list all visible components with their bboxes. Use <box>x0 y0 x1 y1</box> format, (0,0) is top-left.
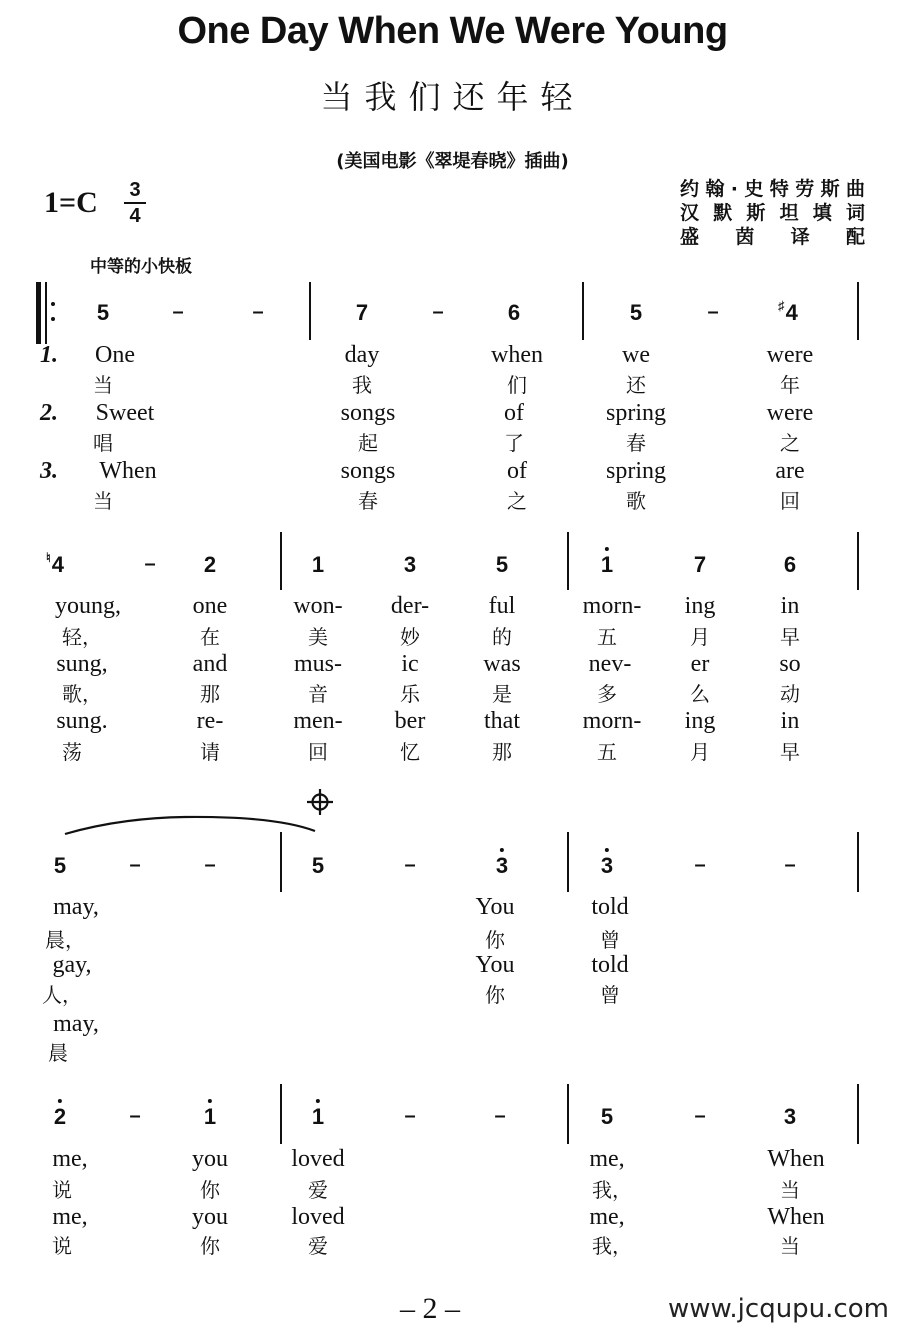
lyric-chinese: 曾 <box>600 928 620 952</box>
lyric-english: told <box>591 894 629 920</box>
lyric-chinese: 动 <box>780 682 800 706</box>
note-digit: 6 <box>783 552 797 577</box>
note <box>404 552 416 578</box>
lyric-chinese: 我， <box>592 1234 632 1258</box>
note-digit: – <box>252 301 264 323</box>
note <box>784 552 796 578</box>
barline <box>567 1084 569 1144</box>
sharp-icon: ♯ <box>778 298 785 313</box>
lyric-english: one <box>192 593 228 619</box>
note-digit: 4 <box>785 300 798 325</box>
lyric-chinese: 轻， <box>62 625 102 649</box>
note <box>204 1104 216 1130</box>
note-digit: – <box>129 1105 141 1127</box>
lyric-english: so <box>779 651 801 677</box>
note-digit: 6 <box>507 300 521 325</box>
lyric-english: One <box>95 342 135 368</box>
lyric-chinese: 我 <box>352 373 372 397</box>
lyric-english: You <box>475 952 515 978</box>
lyric-chinese: 年 <box>780 373 800 397</box>
note <box>601 853 613 879</box>
lyric-chinese: 早 <box>780 740 800 764</box>
lyric-chinese: 月 <box>690 740 710 764</box>
lyric-chinese: 音 <box>308 682 328 706</box>
time-signature <box>124 180 146 226</box>
lyric-chinese: 晨 <box>48 1041 68 1065</box>
lyric-english: me, <box>589 1146 625 1172</box>
lyric-chinese: 晨， <box>45 928 85 952</box>
lyric-english: me, <box>589 1204 625 1230</box>
barline <box>280 532 282 590</box>
lyric-english: you <box>192 1146 228 1172</box>
repeat-start-thin <box>45 282 47 344</box>
song-subtitle-chinese: 当我们还年轻 <box>320 78 585 116</box>
note-digit: 3 <box>783 1104 797 1129</box>
note-extension-dash <box>784 854 795 877</box>
repeat-dot-icon <box>51 302 55 306</box>
note <box>630 300 642 326</box>
natural-icon: ♮ <box>46 550 51 565</box>
lyric-english: that <box>484 708 520 734</box>
high-octave-note-digit: 1 <box>600 552 614 577</box>
note-extension-dash <box>404 854 415 877</box>
barline <box>582 282 584 340</box>
lyric-english: morn- <box>582 708 642 734</box>
note-digit: – <box>707 301 719 323</box>
note <box>54 1104 66 1130</box>
key-signature: 1=C <box>44 186 98 219</box>
note <box>496 552 508 578</box>
lyric-english: sung. <box>56 708 108 734</box>
note <box>496 853 508 879</box>
note-digit: – <box>694 854 706 876</box>
lyric-english: songs <box>340 458 396 484</box>
note-digit: 5 <box>96 300 110 325</box>
repeat-start-thick <box>36 282 41 344</box>
note-extension-dash <box>694 1105 705 1128</box>
time-signature-line <box>124 202 146 204</box>
note-extension-dash <box>144 553 155 576</box>
lyric-chinese: 了 <box>504 431 524 455</box>
credit-lyricist: 汉默斯坦填词 <box>680 202 865 224</box>
note-digit: 4 <box>51 552 64 577</box>
lyric-chinese: 你 <box>200 1178 220 1202</box>
lyric-chinese: 起 <box>358 431 378 455</box>
lyric-english: ic <box>401 651 419 677</box>
note <box>46 552 64 578</box>
lyric-english: day <box>344 342 380 368</box>
lyric-chinese: 说 <box>52 1178 72 1202</box>
barline <box>280 1084 282 1144</box>
note <box>312 552 324 578</box>
time-signature-bottom: 4 <box>129 205 141 227</box>
lyric-chinese: 五 <box>597 740 617 764</box>
lyric-english: won- <box>293 593 343 619</box>
barline <box>567 832 569 892</box>
lyric-english: were <box>766 400 814 426</box>
note-digit: 5 <box>629 300 643 325</box>
lyric-english: er <box>690 651 710 677</box>
lyric-english: we <box>622 342 650 368</box>
lyric-english: ful <box>488 593 516 619</box>
lyric-english: men- <box>293 708 343 734</box>
watermark-url: www.jcqupu.com <box>668 1294 889 1324</box>
lyric-english: loved <box>291 1204 345 1230</box>
note-digit: 5 <box>495 552 509 577</box>
high-octave-note-digit: 2 <box>53 1104 67 1129</box>
note-extension-dash <box>707 301 718 324</box>
note <box>778 300 798 326</box>
lyric-chinese: 唱 <box>93 431 113 455</box>
lyric-chinese: 回 <box>308 740 328 764</box>
lyric-chinese: 爱 <box>308 1178 328 1202</box>
note-digit: – <box>494 1105 506 1127</box>
high-octave-note-digit: 1 <box>311 1104 325 1129</box>
lyric-english: ing <box>684 593 716 619</box>
lyric-chinese: 五 <box>597 625 617 649</box>
note-digit: – <box>694 1105 706 1127</box>
barline <box>857 832 859 892</box>
barline <box>857 282 859 340</box>
lyric-chinese: 爱 <box>308 1234 328 1258</box>
note-digit: 3 <box>403 552 417 577</box>
lyric-chinese: 早 <box>780 625 800 649</box>
note <box>694 552 706 578</box>
lyric-english: was <box>483 651 521 677</box>
note-extension-dash <box>252 301 263 324</box>
note-digit: – <box>404 854 416 876</box>
lyric-english: ber <box>394 708 426 734</box>
tempo-marking: 中等的小快板 <box>90 257 192 277</box>
note-digit: – <box>144 553 156 575</box>
lyric-english: spring <box>606 400 666 426</box>
lyric-chinese: 在 <box>200 625 220 649</box>
verse-number: 3. <box>40 458 58 484</box>
lyric-chinese: 么 <box>690 682 710 706</box>
lyric-english: sung, <box>56 651 108 677</box>
lyric-chinese: 那 <box>492 740 512 764</box>
lyric-chinese: 是 <box>492 682 512 706</box>
note <box>312 853 324 879</box>
note-extension-dash <box>204 854 215 877</box>
lyric-chinese: 乐 <box>400 682 420 706</box>
lyric-english: were <box>766 342 814 368</box>
lyric-english: When <box>767 1204 825 1230</box>
note-digit: 5 <box>53 853 67 878</box>
note-extension-dash <box>694 854 705 877</box>
note-digit: – <box>404 1105 416 1127</box>
page-number: – 2 – <box>400 1292 460 1325</box>
barline <box>280 832 282 892</box>
lyric-english: morn- <box>582 593 642 619</box>
lyric-chinese: 你 <box>200 1234 220 1258</box>
lyric-english: nev- <box>588 651 632 677</box>
note-digit: 5 <box>600 1104 614 1129</box>
lyric-english: songs <box>340 400 396 426</box>
song-source: (美国电影《翠堤春晓》插曲) <box>336 151 569 172</box>
lyric-chinese: 月 <box>690 625 710 649</box>
note-digit: 2 <box>203 552 217 577</box>
lyric-chinese: 你 <box>485 928 505 952</box>
lyric-english: When <box>767 1146 825 1172</box>
lyric-english: and <box>192 651 228 677</box>
lyric-chinese: 说 <box>52 1234 72 1258</box>
lyric-chinese: 曾 <box>600 983 620 1007</box>
lyric-chinese: 当 <box>780 1178 800 1202</box>
lyric-english: loved <box>291 1146 345 1172</box>
lyric-english: may, <box>53 1011 99 1037</box>
note <box>601 552 613 578</box>
note-extension-dash <box>432 301 443 324</box>
note-digit: 7 <box>355 300 369 325</box>
note-extension-dash <box>129 1105 140 1128</box>
barline <box>567 532 569 590</box>
lyric-chinese: 当 <box>93 489 113 513</box>
note-digit: – <box>784 854 796 876</box>
lyric-english: ing <box>684 708 716 734</box>
credits <box>680 177 865 249</box>
lyric-chinese: 歌 <box>626 489 646 513</box>
lyric-english: when <box>491 342 543 368</box>
lyric-english: in <box>780 708 800 734</box>
lyric-english: in <box>780 593 800 619</box>
lyric-english: gay, <box>52 952 92 978</box>
lyric-english: of <box>504 400 524 426</box>
barline <box>857 532 859 590</box>
lyric-english: me, <box>52 1146 88 1172</box>
lyric-chinese: 忆 <box>400 740 420 764</box>
lyric-english: may, <box>53 894 99 920</box>
lyric-english: told <box>591 952 629 978</box>
lyric-chinese: 春 <box>626 431 646 455</box>
repeat-dot-icon <box>51 317 55 321</box>
note-digit: – <box>432 301 444 323</box>
lyric-english: mus- <box>294 651 342 677</box>
lyric-english: are <box>775 458 805 484</box>
high-octave-note-digit: 3 <box>600 853 614 878</box>
lyric-chinese: 当 <box>93 373 113 397</box>
note <box>312 1104 324 1130</box>
lyric-english: spring <box>606 458 666 484</box>
lyric-chinese: 歌， <box>62 682 102 706</box>
time-signature-top: 3 <box>129 179 141 201</box>
note-digit: 1 <box>311 552 325 577</box>
verse-number: 1. <box>40 342 58 368</box>
lyric-chinese: 春 <box>358 489 378 513</box>
note <box>54 853 66 879</box>
note-digit: 7 <box>693 552 707 577</box>
note-extension-dash <box>172 301 183 324</box>
lyric-chinese: 的 <box>492 625 512 649</box>
lyric-chinese: 请 <box>200 740 220 764</box>
high-octave-note-digit: 1 <box>203 1104 217 1129</box>
credit-translator: 盛茵译配 <box>680 226 865 248</box>
lyric-english: you <box>192 1204 228 1230</box>
note <box>784 1104 796 1130</box>
lyric-chinese: 妙 <box>400 625 420 649</box>
lyric-english: of <box>507 458 527 484</box>
barline <box>309 282 311 340</box>
coda-icon <box>305 787 335 817</box>
note <box>356 300 368 326</box>
note <box>204 552 216 578</box>
note <box>601 1104 613 1130</box>
lyric-english: When <box>99 458 157 484</box>
note <box>508 300 520 326</box>
lyric-chinese: 还 <box>626 373 646 397</box>
note-extension-dash <box>404 1105 415 1128</box>
lyric-chinese: 之 <box>780 431 800 455</box>
lyric-english: me, <box>52 1204 88 1230</box>
lyric-english: der- <box>390 593 430 619</box>
lyric-chinese: 荡 <box>62 740 82 764</box>
note-digit: – <box>129 854 141 876</box>
barline <box>857 1084 859 1144</box>
lyric-english: re- <box>196 708 224 734</box>
lyric-chinese: 我， <box>592 1178 632 1202</box>
note-digit: – <box>204 854 216 876</box>
note-digit: 5 <box>311 853 325 878</box>
note-digit: – <box>172 301 184 323</box>
credit-composer: 约翰·史特劳斯曲 <box>680 178 865 200</box>
lyric-chinese: 那 <box>200 682 220 706</box>
lyric-chinese: 美 <box>308 625 328 649</box>
high-octave-note-digit: 3 <box>495 853 509 878</box>
lyric-english: Sweet <box>95 400 155 426</box>
lyric-english: You <box>475 894 515 920</box>
lyric-chinese: 人， <box>42 983 82 1007</box>
verse-number: 2. <box>40 400 58 426</box>
lyric-chinese: 当 <box>780 1234 800 1258</box>
lyric-chinese: 之 <box>507 489 527 513</box>
lyric-chinese: 多 <box>597 682 617 706</box>
note-extension-dash <box>129 854 140 877</box>
note-extension-dash <box>494 1105 505 1128</box>
lyric-english: young, <box>55 593 121 619</box>
song-title: One Day When We Were Young <box>177 10 728 52</box>
lyric-chinese: 回 <box>780 489 800 513</box>
lyric-chinese: 你 <box>485 983 505 1007</box>
note <box>97 300 109 326</box>
lyric-chinese: 们 <box>507 373 527 397</box>
